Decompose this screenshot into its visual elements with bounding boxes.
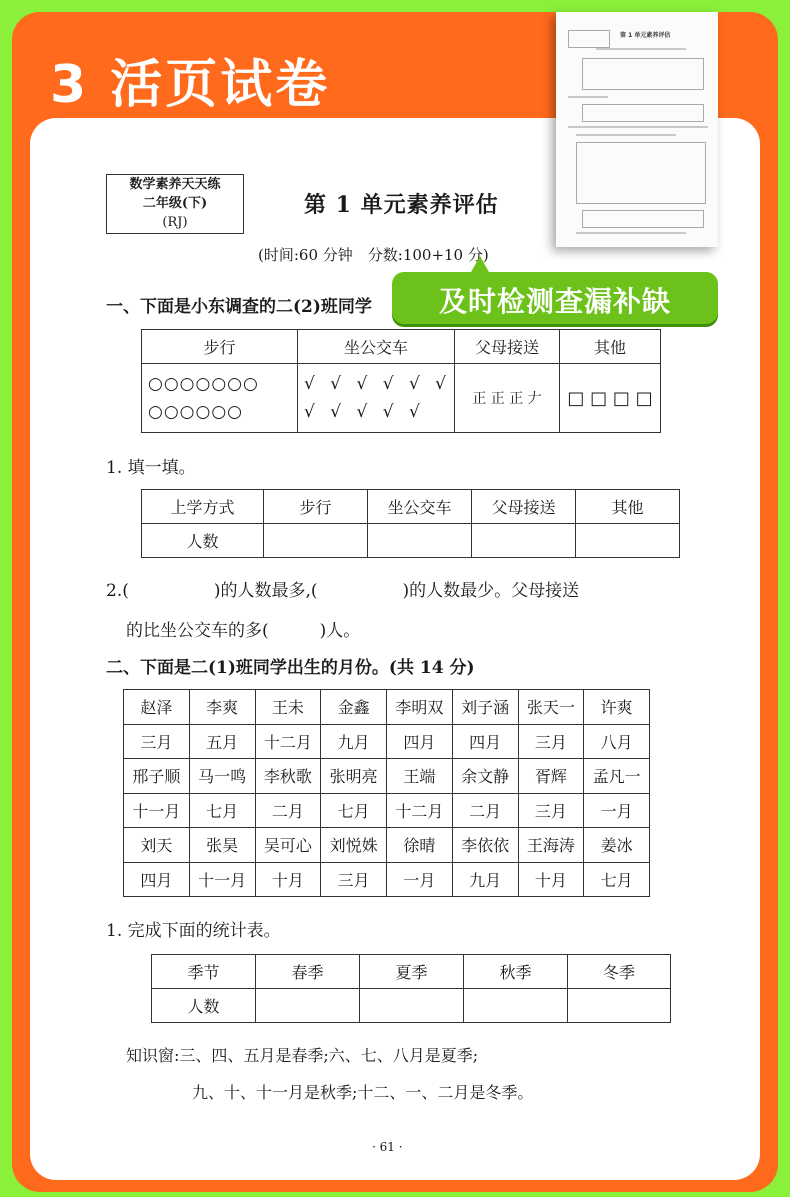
name-row bbox=[124, 828, 650, 863]
birth-month-table bbox=[123, 689, 650, 897]
birth-month-cell: 九月 bbox=[452, 862, 518, 897]
birth-month-cell: 四月 bbox=[124, 862, 190, 897]
birth-month-cell: 三月 bbox=[518, 793, 584, 828]
birth-month-cell: 五月 bbox=[189, 724, 255, 759]
student-name-cell: 王端 bbox=[387, 759, 453, 794]
season-answer-cell[interactable] bbox=[256, 989, 360, 1023]
month-row bbox=[124, 793, 650, 828]
series-line-2: 二年级(下) bbox=[142, 196, 208, 211]
season-table bbox=[151, 954, 671, 1023]
series-line-1: 数学素养天天练 bbox=[129, 177, 221, 192]
section-2-heading: 二、下面是二(1)班同学出生的月份。(共 14 分) bbox=[106, 658, 475, 678]
birth-month-cell: 四月 bbox=[452, 724, 518, 759]
season-header: 冬季 bbox=[568, 955, 671, 989]
birth-month-cell: 十月 bbox=[255, 862, 321, 897]
birth-month-cell: 一月 bbox=[584, 793, 650, 828]
birth-month-cell: 二月 bbox=[255, 793, 321, 828]
student-name-cell: 赵泽 bbox=[124, 690, 190, 725]
student-name-cell: 余文静 bbox=[452, 759, 518, 794]
fill-answer-cell[interactable] bbox=[576, 524, 680, 558]
knowledge-line-2: 九、十、十一月是秋季;十二、一、二月是冬季。 bbox=[192, 1083, 534, 1102]
fill-header: 步行 bbox=[264, 490, 368, 524]
birth-month-cell: 七月 bbox=[584, 862, 650, 897]
student-name-cell: 许爽 bbox=[584, 690, 650, 725]
student-name-cell: 王未 bbox=[255, 690, 321, 725]
birth-month-cell: 四月 bbox=[387, 724, 453, 759]
thumbnail-line bbox=[576, 232, 686, 234]
knowledge-line-1: 知识窗:三、四、五月是春季;六、七、八月是夏季; bbox=[126, 1046, 479, 1065]
birth-month-cell: 十二月 bbox=[255, 724, 321, 759]
birth-month-cell: 九月 bbox=[321, 724, 387, 759]
question-2-line-1: 2.( )的人数最多,( )的人数最少。父母接送 bbox=[106, 581, 580, 601]
student-name-cell: 姜冰 bbox=[584, 828, 650, 863]
birth-month-cell: 三月 bbox=[124, 724, 190, 759]
month-row bbox=[124, 724, 650, 759]
fill-answer-cell[interactable] bbox=[472, 524, 576, 558]
worksheet-thumbnail bbox=[556, 12, 718, 247]
survey-header: 坐公交车 bbox=[298, 330, 455, 364]
fill-header: 父母接送 bbox=[472, 490, 576, 524]
thumbnail-line bbox=[596, 48, 686, 50]
student-name-cell: 张天一 bbox=[518, 690, 584, 725]
fill-answer-cell[interactable] bbox=[264, 524, 368, 558]
student-name-cell: 徐晴 bbox=[387, 828, 453, 863]
name-row bbox=[124, 759, 650, 794]
student-name-cell: 李依依 bbox=[452, 828, 518, 863]
thumbnail-box bbox=[568, 30, 610, 48]
season-answer-cell[interactable] bbox=[568, 989, 671, 1023]
birth-month-cell: 十二月 bbox=[387, 793, 453, 828]
time-score: (时间:60 分钟 分数:100+10 分) bbox=[258, 246, 489, 264]
birth-month-cell: 八月 bbox=[584, 724, 650, 759]
thumbnail-table bbox=[582, 104, 704, 122]
thumbnail-table bbox=[582, 210, 704, 228]
season-row-label: 人数 bbox=[152, 989, 256, 1023]
other-tally: □ □ □ □ bbox=[560, 364, 661, 433]
season-answer-cell[interactable] bbox=[464, 989, 568, 1023]
name-row bbox=[124, 690, 650, 725]
season-answer-cell[interactable] bbox=[360, 989, 464, 1023]
bus-tally-1: √ √ √ √ √ √ bbox=[304, 374, 452, 394]
student-name-cell: 李秋歌 bbox=[255, 759, 321, 794]
survey-header: 父母接送 bbox=[455, 330, 560, 364]
birth-month-cell: 三月 bbox=[321, 862, 387, 897]
section-1-heading: 一、下面是小东调查的二(2)班同学 bbox=[106, 297, 372, 317]
birth-month-cell: 十一月 bbox=[124, 793, 190, 828]
fill-header: 其他 bbox=[576, 490, 680, 524]
student-name-cell: 刘悦姝 bbox=[321, 828, 387, 863]
student-name-cell: 刘子涵 bbox=[452, 690, 518, 725]
student-name-cell: 李爽 bbox=[189, 690, 255, 725]
thumbnail-line bbox=[576, 134, 676, 136]
banner-text: 及时检测查漏补缺 bbox=[438, 285, 671, 318]
tab-title: 3 活页试卷 bbox=[50, 55, 331, 115]
question-1: 1. 填一填。 bbox=[106, 458, 196, 478]
walk-tally-1: ○○○○○○○ bbox=[148, 374, 259, 394]
bus-tally-2: √ √ √ √ √ bbox=[304, 402, 425, 422]
birth-month-cell: 七月 bbox=[189, 793, 255, 828]
fill-header: 坐公交车 bbox=[368, 490, 472, 524]
student-name-cell: 张明亮 bbox=[321, 759, 387, 794]
survey-table bbox=[141, 329, 661, 433]
student-name-cell: 李明双 bbox=[387, 690, 453, 725]
question-2-line-2: 的比坐公交车的多( )人。 bbox=[126, 621, 361, 641]
walk-tally-2: ○○○○○○ bbox=[148, 402, 244, 422]
student-name-cell: 马一鸣 bbox=[189, 759, 255, 794]
student-name-cell: 金鑫 bbox=[321, 690, 387, 725]
parents-tally: 正 正 正 𠂇 bbox=[455, 364, 560, 433]
student-name-cell: 吴可心 bbox=[255, 828, 321, 863]
student-name-cell: 胥辉 bbox=[518, 759, 584, 794]
birth-month-cell: 十一月 bbox=[189, 862, 255, 897]
thumbnail-table bbox=[582, 58, 704, 90]
fill-table bbox=[141, 489, 680, 558]
student-name-cell: 张昊 bbox=[189, 828, 255, 863]
question-3: 1. 完成下面的统计表。 bbox=[106, 921, 281, 941]
student-name-cell: 刘天 bbox=[124, 828, 190, 863]
page-title: 第 1 单元素养评估 bbox=[304, 192, 499, 218]
thumbnail-line bbox=[568, 126, 708, 128]
promo-banner bbox=[392, 272, 718, 324]
survey-header: 步行 bbox=[142, 330, 298, 364]
season-header: 夏季 bbox=[360, 955, 464, 989]
season-header: 春季 bbox=[256, 955, 360, 989]
survey-walk-cell bbox=[142, 364, 298, 433]
birth-month-cell: 七月 bbox=[321, 793, 387, 828]
fill-answer-cell[interactable] bbox=[368, 524, 472, 558]
thumbnail-table bbox=[576, 142, 706, 204]
student-name-cell: 孟凡一 bbox=[584, 759, 650, 794]
season-header: 季节 bbox=[152, 955, 256, 989]
birth-month-cell: 二月 bbox=[452, 793, 518, 828]
birth-month-cell: 三月 bbox=[518, 724, 584, 759]
page-number: · 61 · bbox=[372, 1140, 403, 1154]
fill-header: 上学方式 bbox=[142, 490, 264, 524]
survey-header: 其他 bbox=[560, 330, 661, 364]
thumbnail-title: 第 1 单元素养评估 bbox=[620, 32, 671, 39]
series-box bbox=[106, 174, 244, 234]
month-row bbox=[124, 862, 650, 897]
birth-month-cell: 十月 bbox=[518, 862, 584, 897]
student-name-cell: 邢子顺 bbox=[124, 759, 190, 794]
series-line-3: (RJ) bbox=[162, 215, 188, 230]
birth-month-cell: 一月 bbox=[387, 862, 453, 897]
season-header: 秋季 bbox=[464, 955, 568, 989]
fill-row-label: 人数 bbox=[142, 524, 264, 558]
student-name-cell: 王海涛 bbox=[518, 828, 584, 863]
survey-bus-cell bbox=[298, 364, 455, 433]
thumbnail-line bbox=[568, 96, 608, 98]
